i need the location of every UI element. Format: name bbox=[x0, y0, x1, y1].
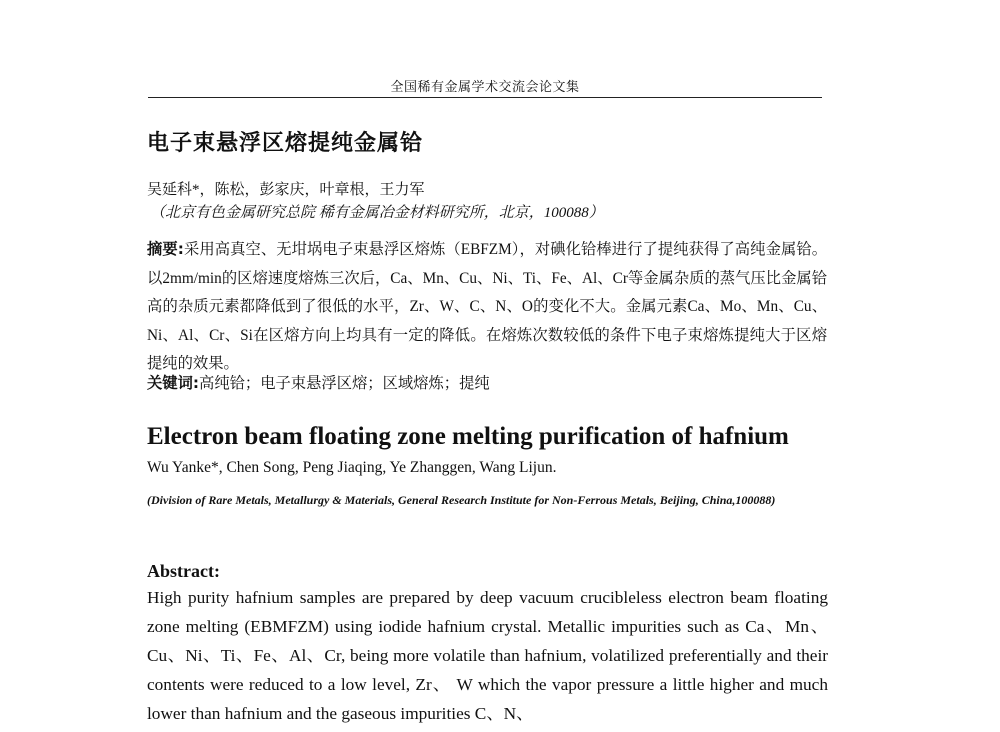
chinese-keywords-text: 高纯铪；电子束悬浮区熔；区域熔炼；提纯 bbox=[199, 375, 490, 392]
chinese-keywords bbox=[147, 371, 490, 393]
english-abstract-heading: Abstract: bbox=[147, 561, 220, 581]
english-title: Electron beam floating zone melting purification of hafnium bbox=[147, 423, 789, 450]
english-authors: Wu Yanke*, Chen Song, Peng Jiaqing, Ye Zhanggen, Wang Lijun. bbox=[147, 459, 557, 476]
chinese-authors: 吴延科*，陈松，彭家庆，叶章根，王力军 bbox=[147, 182, 425, 198]
header-rule bbox=[148, 97, 822, 98]
running-head: 全国稀有金属学术交流会论文集 bbox=[390, 79, 580, 94]
chinese-abstract bbox=[147, 235, 827, 379]
english-affiliation: (Division of Rare Metals, Metallurgy & Materials, General Research Institute for Non-Ferrous Metals, Beijing, China,100088) bbox=[147, 493, 776, 507]
chinese-title: 电子束悬浮区熔提纯金属铪 bbox=[147, 131, 424, 156]
chinese-affiliation: （北京有色金属研究总院 稀有金属冶金材料研究所，北京，100088） bbox=[150, 205, 604, 221]
chinese-abstract-text: 采用高真空、无坩埚电子束悬浮区熔炼（EBFZM），对碘化铪棒进行了提纯获得了高纯金属铪。以2mm/min的区熔速度熔炼三次后，Ca、Mn、Cu、Ni、Ti、Fe、Al、Cr等金属杂质的蒸气压比金属铪高的杂质元素都降低到了很低的水平，Zr、W、C、N、O的变化不大。金属元素Ca、Mo、Mn、Cu、Ni、Al、Cr、Si在区熔方向上均具有一定的降低。在熔炼次数较低的条件下电子束熔炼提纯大于区熔提纯的效果。 bbox=[147, 241, 827, 372]
chinese-keywords-label: 关键词: bbox=[147, 374, 200, 392]
chinese-abstract-label: 摘要: bbox=[147, 240, 184, 258]
english-abstract-text: High purity hafnium samples are prepared by deep vacuum crucibleless electron beam floating zone melting (EBMFZM) using iodide hafnium crystal. Metallic impurities such as Ca、Mn、Cu、Ni、Ti、Fe、Al、Cr, being more volatile than hafnium, volatilized preferentially and their contents were reduced to a low level, Zr、 W which the vapor pressure a little higher and much lower than hafnium and the gaseous impurities C、N、 bbox=[147, 588, 828, 723]
